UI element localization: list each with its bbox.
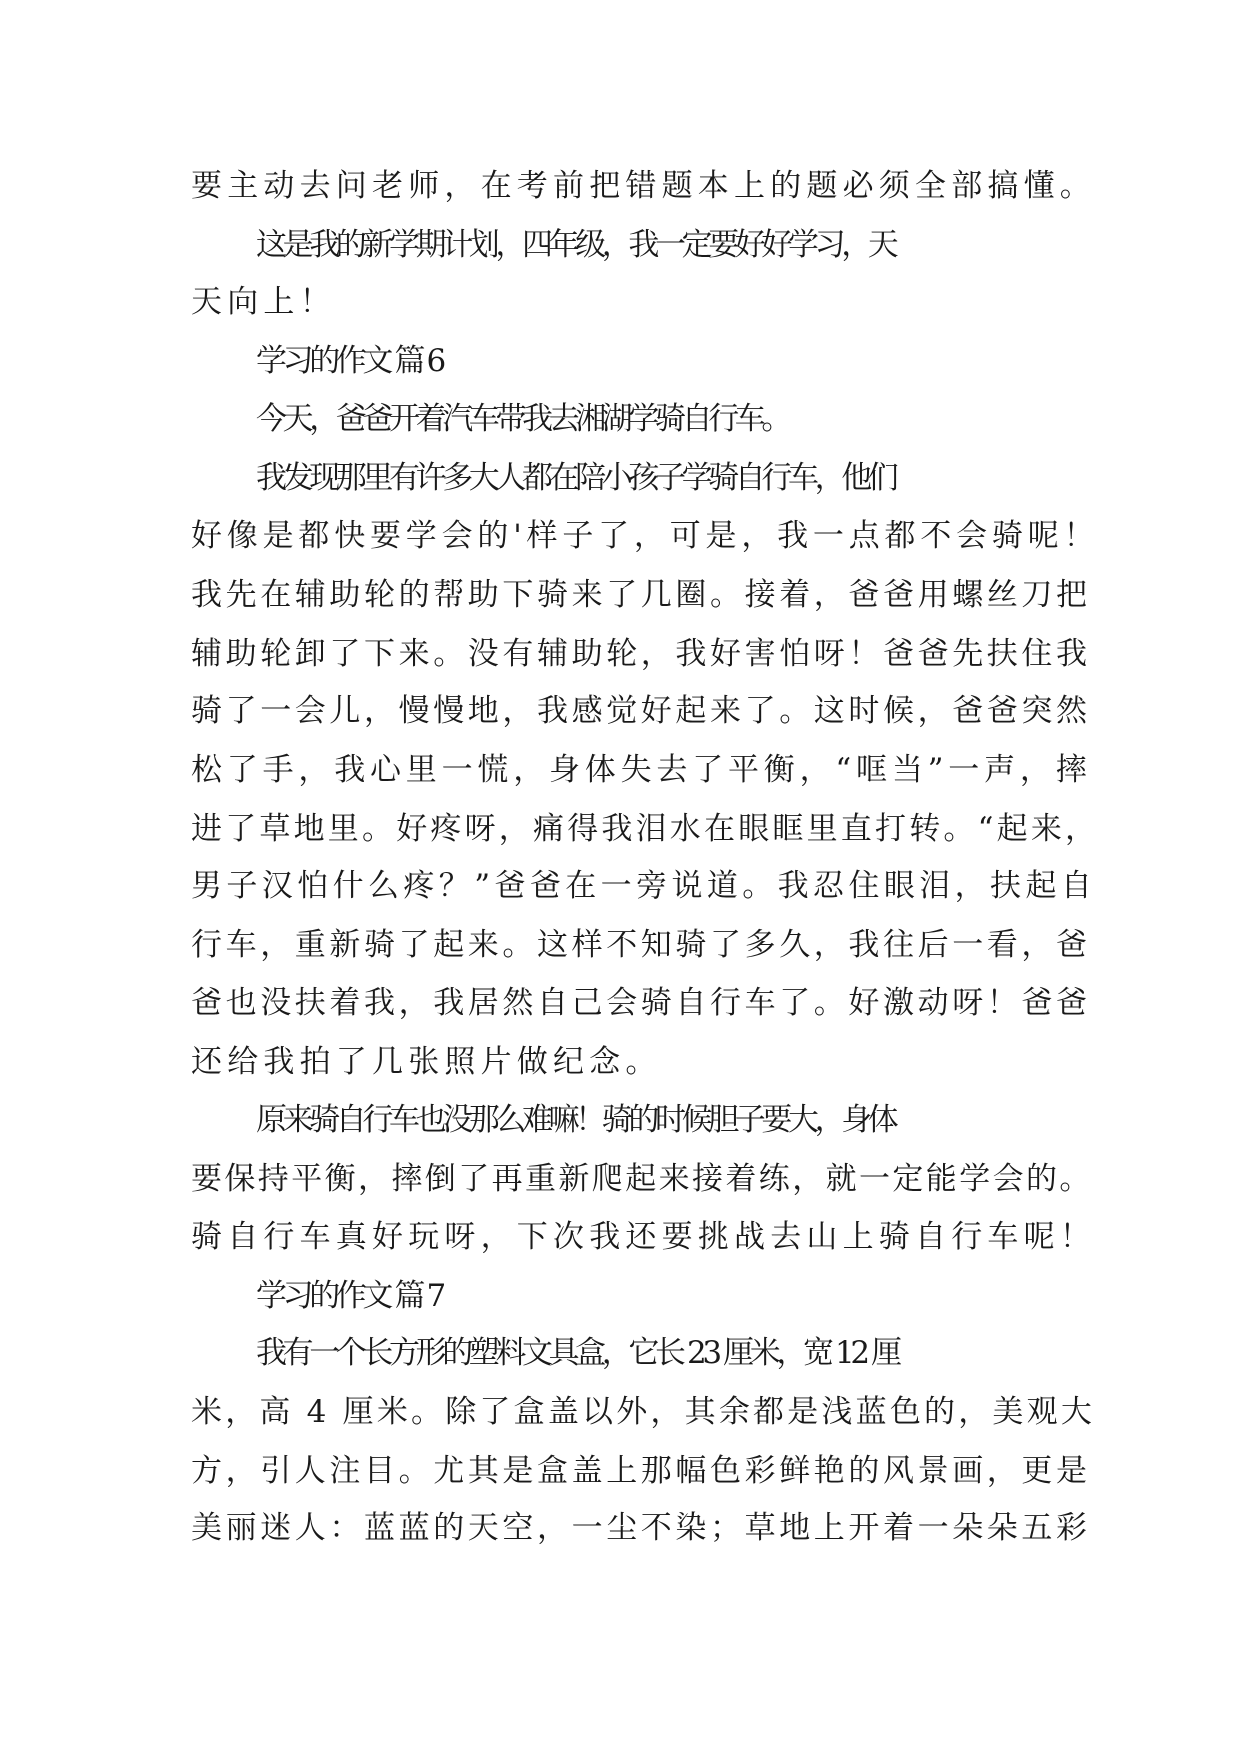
text-line: 今天，爸爸开着汽车带我去湘湖学骑自行车。 [256, 401, 788, 437]
text-line: 爸也没扶着我，我居然自己会骑自行车了。好激动呀！爸爸 [191, 985, 1091, 1021]
section-heading: 学习的作文 篇 6 [256, 343, 442, 379]
text-line: 这是我的新学期计划，四年级，我一定要好好学习，天 [256, 227, 895, 263]
text-line: 进了草地里。好疼呀，痛得我泪水在眼眶里直打转。“起来， [191, 811, 1100, 847]
text-line: 要主动去问老师，在考前把错题本上的题必须全部搞懂。 [191, 168, 1096, 204]
text-line: 方，引人注目。尤其是盒盖上那幅色彩鲜艳的风景画，更是 [191, 1453, 1091, 1489]
text-line: 好像是都快要学会的'样子了，可是，我一点都不会骑呢！ [191, 518, 1100, 554]
text-line: 骑了一会儿，慢慢地，我感觉好起来了。这时候，爸爸突然 [191, 693, 1091, 729]
text-line: 原来骑自行车也没那么难嘛！骑的时候胆子要大，身体 [256, 1102, 895, 1138]
text-line: 天向上！ [191, 284, 336, 320]
text-line: 米，高 4 厘米。除了盒盖以外，其余都是浅蓝色的，美观大 [191, 1394, 1096, 1430]
text-line: 我发现那里有许多大人都在陪小孩子学骑自行车，他们 [256, 460, 895, 496]
text-line: 行车，重新骑了起来。这样不知骑了多久，我往后一看，爸 [191, 927, 1091, 963]
text-line: 骑自行车真好玩呀，下次我还要挑战去山上骑自行车呢！ [191, 1219, 1096, 1255]
text-line: 男子汉怕什么疼？”爸爸在一旁说道。我忍住眼泪，扶起自 [191, 868, 1097, 904]
text-line: 松了手，我心里一慌，身体失去了平衡，“哐当”一声，摔 [191, 752, 1092, 788]
text-line: 要保持平衡，摔倒了再重新爬起来接着练，就一定能学会的。 [191, 1161, 1093, 1197]
text-line: 辅助轮卸了下来。没有辅助轮，我好害怕呀！爸爸先扶住我 [191, 636, 1091, 672]
text-line: 还给我拍了几张照片做纪念。 [191, 1044, 662, 1080]
text-line: 我有一个长方形的塑料文具盒，它长 23 厘米，宽 12 厘 [256, 1335, 898, 1371]
text-line: 我先在辅助轮的帮助下骑来了几圈。接着，爸爸用螺丝刀把 [191, 577, 1091, 613]
section-heading: 学习的作文 篇 7 [256, 1278, 442, 1314]
text-line: 美丽迷人：蓝蓝的天空，一尘不染；草地上开着一朵朵五彩 [191, 1510, 1091, 1546]
